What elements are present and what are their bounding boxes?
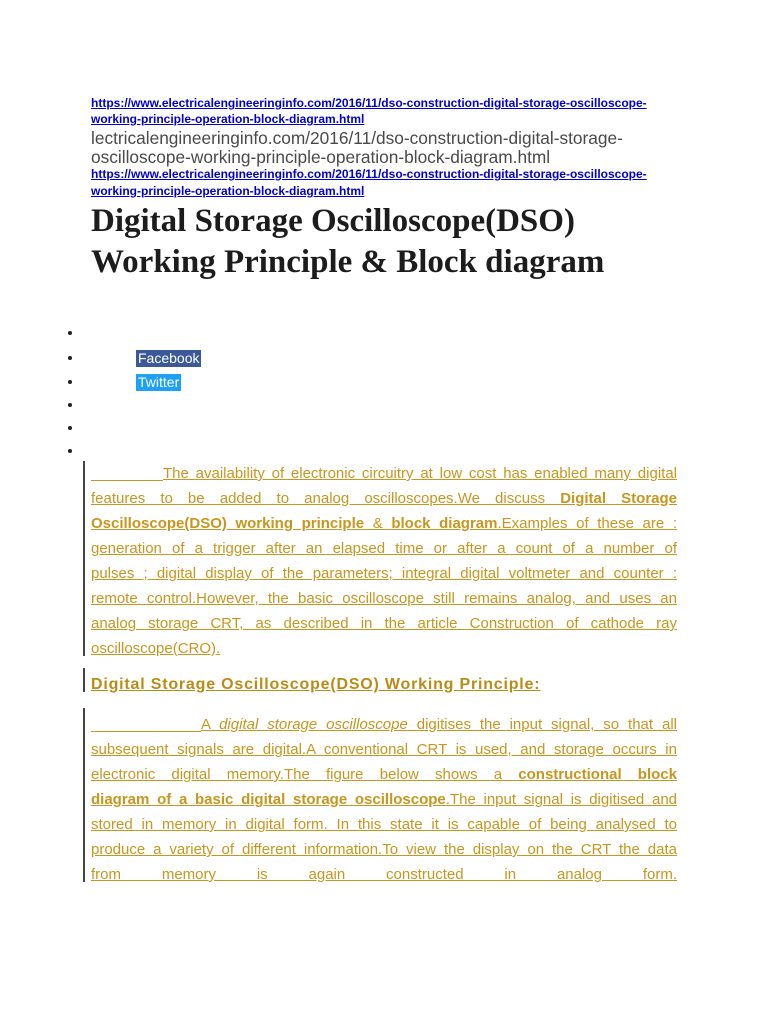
page-title-line-2: Working Principle & Block diagram	[91, 244, 605, 280]
source-url-link-repeat[interactable]	[91, 166, 647, 200]
paragraph-text: .The input signal is digitised and	[445, 791, 677, 808]
facebook-share-button[interactable]: Facebook	[138, 350, 200, 366]
quote-border	[83, 668, 85, 692]
paragraph-line	[91, 586, 677, 611]
bullet-icon	[68, 403, 72, 407]
bullet-icon	[68, 356, 72, 360]
paragraph-line	[91, 712, 677, 737]
paragraph-line	[91, 611, 677, 636]
paragraph-line	[91, 461, 677, 486]
paragraph-line	[91, 762, 677, 787]
source-url-text-line-2: oscilloscope-working-principle-operation-block-diagram.html	[91, 147, 551, 167]
paragraph-line	[91, 812, 677, 837]
bullet-icon	[68, 449, 72, 453]
bullet-icon	[68, 380, 72, 384]
paragraph-text: stored in memory in digital form. In this state it is capable of being analysed to	[91, 816, 677, 833]
bold-phrase: constructional block	[518, 766, 677, 783]
bullet-icon	[68, 426, 72, 430]
source-url-link-line-2[interactable]: working-principle-operation-block-diagram.html	[91, 112, 365, 126]
quote-border	[83, 708, 85, 882]
list-item-facebook	[0, 348, 320, 368]
source-url-link-line-2[interactable]: working-principle-operation-block-diagram.html	[91, 184, 365, 198]
paragraph-line	[91, 561, 677, 586]
list-item	[0, 441, 320, 461]
paragraph-text: remote control.However, the basic oscilloscope still remains analog, and uses an	[91, 590, 677, 607]
paragraph-text: digitises the input signal, so that all	[407, 716, 677, 733]
bold-phrase: Oscilloscope(DSO) working principle	[91, 515, 365, 532]
paragraph-text: &	[364, 515, 392, 532]
paragraph-line	[91, 486, 677, 511]
paragraph-text: oscilloscope(CRO).	[91, 640, 221, 657]
source-url-text-line-1: lectricalengineeringinfo.com/2016/11/dso-construction-digital-storage-	[91, 128, 623, 148]
paragraph-text: .Examples of these are :	[497, 515, 677, 532]
paragraph-line	[91, 536, 677, 561]
bullet-icon	[68, 331, 72, 335]
italic-phrase: digital storage oscilloscope	[219, 716, 408, 733]
section-heading: Digital Storage Oscilloscope(DSO) Working Principle:	[91, 676, 541, 693]
list-item	[0, 323, 320, 343]
source-url-text	[91, 129, 623, 167]
intro-paragraph	[91, 461, 677, 661]
paragraph-text: The availability of electronic circuitry at low cost has enabled many digital	[163, 465, 677, 482]
paragraph-line	[91, 837, 677, 862]
paragraph-line	[91, 862, 677, 887]
source-url-link-line-1[interactable]: https://www.electricalengineeringinfo.com/2016/11/dso-construction-digital-storage-oscilloscope-	[91, 96, 647, 110]
paragraph-line	[91, 511, 677, 536]
paragraph-text: subsequent signals are digital.A conventional CRT is used, and storage occurs in	[91, 741, 677, 758]
paragraph-text: from memory is again constructed in analog form.	[91, 866, 677, 883]
page-title-line-1: Digital Storage Oscilloscope(DSO)	[91, 203, 575, 239]
quote-border	[83, 461, 85, 656]
paragraph-text: generation of a trigger after an elapsed time or after a count of a number of	[91, 540, 677, 557]
paragraph-indent	[91, 480, 163, 481]
bold-phrase: block diagram	[391, 515, 498, 532]
bold-phrase: Digital Storage	[560, 490, 677, 507]
list-item	[0, 418, 320, 438]
twitter-share-button[interactable]: Twitter	[138, 374, 180, 390]
paragraph-text: electronic digital memory.The figure below shows a	[91, 766, 519, 783]
list-item	[0, 395, 320, 415]
list-item-twitter	[0, 372, 320, 392]
principle-paragraph	[91, 712, 677, 887]
source-url-link-line-1[interactable]: https://www.electricalengineeringinfo.com/2016/11/dso-construction-digital-storage-oscilloscope-	[91, 167, 647, 181]
page-title	[91, 201, 604, 283]
paragraph-line	[91, 636, 677, 661]
paragraph-text: analog storage CRT, as described in the article Construction of cathode ray	[91, 615, 677, 632]
paragraph-text: produce a variety of different information.To view the display on the CRT the data	[91, 841, 677, 858]
paragraph-text: A	[201, 716, 220, 733]
paragraph-line	[91, 787, 677, 812]
bold-phrase: diagram of a basic digital storage oscilloscope	[91, 791, 446, 808]
paragraph-text: features to be added to analog oscilloscopes.We discuss	[91, 490, 561, 507]
paragraph-text: pulses ; digital display of the parameters; integral digital voltmeter and counter :	[91, 565, 677, 582]
paragraph-line	[91, 737, 677, 762]
paragraph-indent	[91, 731, 201, 732]
source-url-link[interactable]	[91, 95, 647, 127]
